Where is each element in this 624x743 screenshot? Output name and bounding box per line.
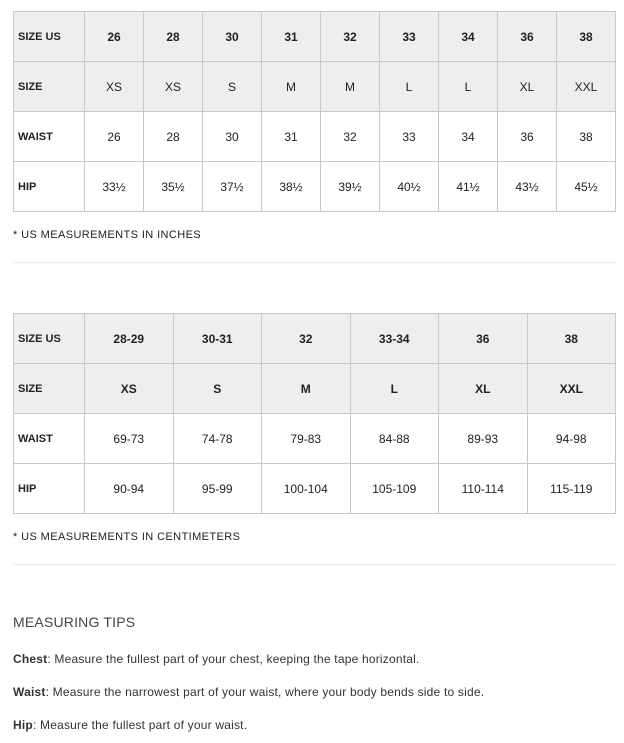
table-cell: M (262, 62, 321, 112)
tip-waist (13, 685, 484, 699)
tip-text: : Measure the fullest part of your waist. (32, 718, 248, 732)
table-cell: 34 (439, 112, 498, 162)
table-cell: 45½ (557, 162, 616, 212)
table-cell: 38½ (262, 162, 321, 212)
centimeters-note: * US MEASUREMENTS IN CENTIMETERS (13, 531, 241, 543)
table-cell: 26 (85, 112, 144, 162)
inches-note: * US MEASUREMENTS IN INCHES (13, 229, 202, 241)
table-cell: 43½ (498, 162, 557, 212)
header-cell: 38 (557, 12, 616, 62)
row-label-waist: WAIST (14, 414, 85, 464)
header-cell: 36 (498, 12, 557, 62)
tip-term: Hip (13, 718, 33, 732)
table-cell: M (262, 364, 351, 414)
row-label-size: SIZE (14, 62, 85, 112)
table-cell: 33 (380, 112, 439, 162)
table-cell: 90-94 (85, 464, 174, 514)
tip-chest (13, 652, 420, 666)
table-cell: 110-114 (439, 464, 528, 514)
measuring-tips-title: MEASURING TIPS (13, 614, 136, 630)
table-cell: 39½ (321, 162, 380, 212)
table-row (14, 62, 616, 112)
table-cell: 95-99 (173, 464, 262, 514)
table-cell: M (321, 62, 380, 112)
table-row (14, 364, 616, 414)
table-cell: 40½ (380, 162, 439, 212)
table-cell: L (439, 62, 498, 112)
table-cell: 94-98 (527, 414, 616, 464)
tip-text: : Measure the narrowest part of your waist, where your body bends side to side. (45, 685, 485, 699)
size-chart-centimeters (13, 313, 616, 514)
table-cell: 89-93 (439, 414, 528, 464)
header-cell: 28-29 (85, 314, 174, 364)
table-cell: 115-119 (527, 464, 616, 514)
table-cell: 30 (203, 112, 262, 162)
table-cell: 28 (144, 112, 203, 162)
table-row (14, 112, 616, 162)
table-cell: S (173, 364, 262, 414)
table-cell: XS (85, 364, 174, 414)
row-label-hip: HIP (14, 162, 85, 212)
table-cell: XL (439, 364, 528, 414)
table-cell: 69-73 (85, 414, 174, 464)
header-cell: 38 (527, 314, 616, 364)
table-row (14, 464, 616, 514)
size-chart-inches (13, 11, 616, 212)
tip-term: Waist (13, 685, 46, 699)
table-cell: 79-83 (262, 414, 351, 464)
row-label-waist: WAIST (14, 112, 85, 162)
row-label-hip: HIP (14, 464, 85, 514)
header-cell: 30 (203, 12, 262, 62)
row-label-size-us: SIZE US (14, 314, 85, 364)
header-cell: 33 (380, 12, 439, 62)
table-cell: S (203, 62, 262, 112)
header-cell: 33-34 (350, 314, 439, 364)
tip-term: Chest (13, 652, 48, 666)
header-cell: 32 (262, 314, 351, 364)
table-header-row (14, 12, 616, 62)
table-cell: 84-88 (350, 414, 439, 464)
table-cell: 32 (321, 112, 380, 162)
table-cell: 36 (498, 112, 557, 162)
table-cell: XS (144, 62, 203, 112)
table-row (14, 414, 616, 464)
header-cell: 28 (144, 12, 203, 62)
header-cell: 31 (262, 12, 321, 62)
divider (13, 262, 616, 263)
divider (13, 564, 616, 565)
table-cell: L (380, 62, 439, 112)
table-cell: XXL (527, 364, 616, 414)
table-cell: L (350, 364, 439, 414)
table-cell: 31 (262, 112, 321, 162)
table-cell: 100-104 (262, 464, 351, 514)
header-cell: 34 (439, 12, 498, 62)
header-cell: 26 (85, 12, 144, 62)
table-cell: 74-78 (173, 414, 262, 464)
table-cell: XL (498, 62, 557, 112)
table-cell: 33½ (85, 162, 144, 212)
header-cell: 32 (321, 12, 380, 62)
header-cell: 36 (439, 314, 528, 364)
table-cell: 38 (557, 112, 616, 162)
table-cell: 105-109 (350, 464, 439, 514)
table-cell: XXL (557, 62, 616, 112)
table-cell: 35½ (144, 162, 203, 212)
table-cell: XS (85, 62, 144, 112)
table-row (14, 162, 616, 212)
tip-hip (13, 718, 247, 732)
row-label-size: SIZE (14, 364, 85, 414)
header-cell: 30-31 (173, 314, 262, 364)
tip-text: : Measure the fullest part of your chest, keeping the tape horizontal. (47, 652, 420, 666)
table-cell: 41½ (439, 162, 498, 212)
table-cell: 37½ (203, 162, 262, 212)
row-label-size-us: SIZE US (14, 12, 85, 62)
table-header-row (14, 314, 616, 364)
